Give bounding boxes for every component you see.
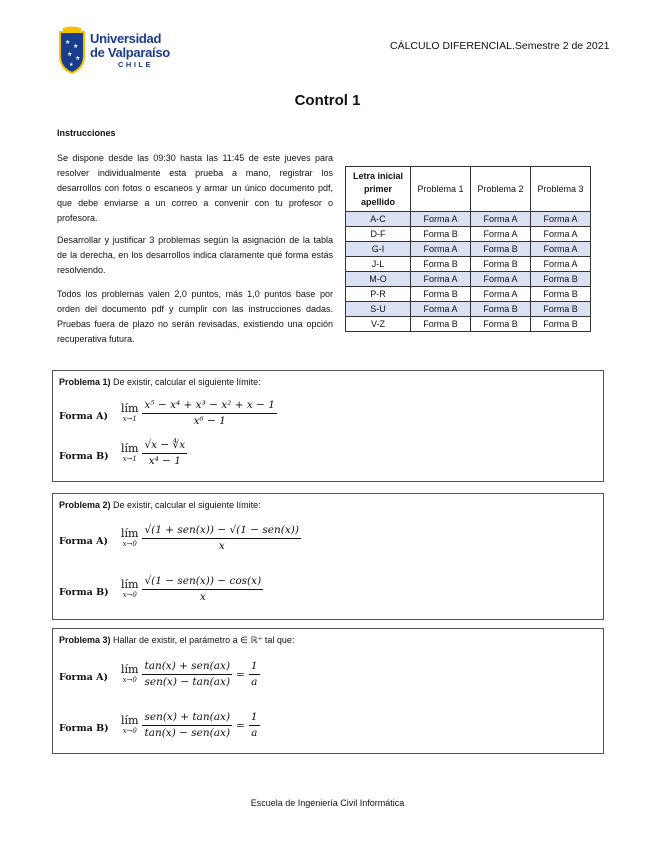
table-cell: Forma A [411,242,471,257]
university-logo [57,24,175,80]
fraction-numerator: √(1 − sen(x)) − cos(x) [142,575,263,590]
svg-text:★: ★ [65,39,71,46]
lim-word: lím [121,526,139,540]
svg-text:★: ★ [67,51,73,58]
lim-subscript: x→0 [122,539,137,548]
problem-statement: De existir, calcular el siguiente límite: [113,500,261,510]
rhs-denominator: a [251,727,258,739]
form-label: Forma B) [59,723,109,734]
table-cell: Forma A [411,212,471,227]
svg-text:★: ★ [73,43,79,50]
limit-expression [121,399,277,428]
table-row [346,227,591,242]
table-header-row [346,167,591,212]
table-row [346,257,591,272]
form-label: Forma B) [59,587,109,598]
table-cell: Forma B [411,317,471,332]
table-row [346,287,591,302]
form-label: Forma B) [59,451,109,462]
equals-sign: = [236,719,245,732]
table-cell: J-L [346,257,411,272]
table-cell: S-U [346,302,411,317]
table-cell: Forma B [471,242,531,257]
table-cell: Forma B [531,317,591,332]
fraction-denominator: sen(x) − tan(ax) [144,676,231,688]
lim-subscript: x→1 [122,414,137,423]
crest-icon [57,26,87,74]
instructions-paragraph-2: Desarrollar y justificar 3 problemas según la asignación de la tabla de la derecha, en los desarrollos indica claramente qué forma estás resolviendo. [57,235,333,275]
fraction-numerator: x⁵ − x⁴ + x³ − x² + x − 1 [142,399,277,414]
fraction-denominator: x⁶ − 1 [193,415,226,427]
table-cell: D-F [346,227,411,242]
table-cell: Forma B [411,257,471,272]
rhs-denominator: a [251,676,258,688]
lim-subscript: x→0 [122,590,137,599]
logo-line-1: Universidad [90,31,162,46]
table-cell: Forma A [531,257,591,272]
fraction-numerator: tan(x) + sen(ax) [142,660,232,675]
equals-sign: = [236,668,245,681]
table-cell: Forma B [471,317,531,332]
instructions-paragraph-3: Todos los problemas valen 2,0 puntos, más 1,0 puntos base por orden del documento pdf y cumplir con las instrucciones dadas. Pruebas fuera de plazo no serán revisadas, existiendo una opción recuperativa futura. [57,289,333,344]
lim-subscript: x→1 [122,454,137,463]
problem-label: Problema 2) [59,500,111,510]
problem-1-box [52,370,604,482]
assignment-table [345,166,591,332]
rhs-numerator: 1 [249,660,260,675]
lim-subscript: x→0 [122,675,137,684]
table-cell: Forma B [531,302,591,317]
table-header-cell: Letra inicial primer apellido [346,167,411,212]
form-label: Forma A) [59,536,108,547]
table-header-cell: Problema 1 [411,167,471,212]
limit-expression [121,524,301,553]
svg-text:★: ★ [75,55,81,62]
table-cell: Forma B [411,287,471,302]
fraction-denominator: x [218,540,225,552]
table-row [346,302,591,317]
problem-statement: Hallar de existir, el parámetro a ∈ ℝ⁺ tal que: [113,635,295,645]
table-cell: Forma A [471,227,531,242]
problem-3-box [52,628,604,754]
fraction-numerator: sen(x) + tan(ax) [142,711,232,726]
problem-label: Problema 3) [59,635,111,645]
table-cell: Forma A [411,272,471,287]
table-header-cell: Problema 3 [531,167,591,212]
logo-line-3: CHILE [118,60,153,69]
table-row [346,317,591,332]
table-cell: Forma B [471,257,531,272]
table-cell: Forma B [471,302,531,317]
course-header: CÁLCULO DIFERENCIAL.Semestre 2 de 2021 [390,40,610,52]
fraction-numerator: √(1 + sen(x)) − √(1 − sen(x)) [142,524,301,539]
limit-expression [121,439,187,468]
problem-2-box [52,493,604,620]
lim-word: lím [121,713,139,727]
table-cell: G-I [346,242,411,257]
table-header-cell: Problema 2 [471,167,531,212]
page-title: Control 1 [294,92,361,109]
fraction-denominator: tan(x) − sen(ax) [144,727,231,739]
fraction-denominator: x⁴ − 1 [148,455,181,467]
lim-subscript: x→0 [122,726,137,735]
limit-expression [121,711,260,740]
table-cell: Forma B [531,272,591,287]
instructions-paragraph-1: Se dispone desde las 09:30 hasta las 11:45 de este jueves para resolver individualmente esta prueba a mano, registrar los desarrollos con fotos o escaneos y armar un único documento pdf, que debe enviarse a un correo a convenir con tu profesor o profesora. [57,153,333,223]
lim-word: lím [121,662,139,676]
table-cell: Forma A [531,242,591,257]
fraction-denominator: x [199,591,206,603]
form-label: Forma A) [59,672,108,683]
page-footer: Escuela de Ingeniería Civil Informática [250,798,405,808]
lim-word: lím [121,401,139,415]
fraction-numerator: √x − ∜x [142,439,187,454]
instructions-heading: Instrucciones [57,128,116,138]
limit-expression [121,660,260,689]
table-cell: V-Z [346,317,411,332]
table-cell: Forma A [471,212,531,227]
limit-expression [121,575,263,604]
svg-text:★: ★ [69,62,74,68]
table-row [346,212,591,227]
lim-word: lím [121,441,139,455]
problem-label: Problema 1) [59,377,111,387]
table-cell: Forma A [471,287,531,302]
table-cell: Forma A [471,272,531,287]
table-cell: M-O [346,272,411,287]
table-cell: Forma A [531,227,591,242]
form-label: Forma A) [59,411,108,422]
table-cell: Forma A [411,302,471,317]
table-cell: Forma B [531,287,591,302]
table-cell: A-C [346,212,411,227]
lim-word: lím [121,577,139,591]
problem-statement: De existir, calcular el siguiente límite: [113,377,261,387]
logo-line-2: de Valparaíso [90,45,170,60]
table-cell: Forma B [411,227,471,242]
table-row [346,242,591,257]
table-cell: P-R [346,287,411,302]
rhs-numerator: 1 [249,711,260,726]
table-row [346,272,591,287]
table-cell: Forma A [531,212,591,227]
